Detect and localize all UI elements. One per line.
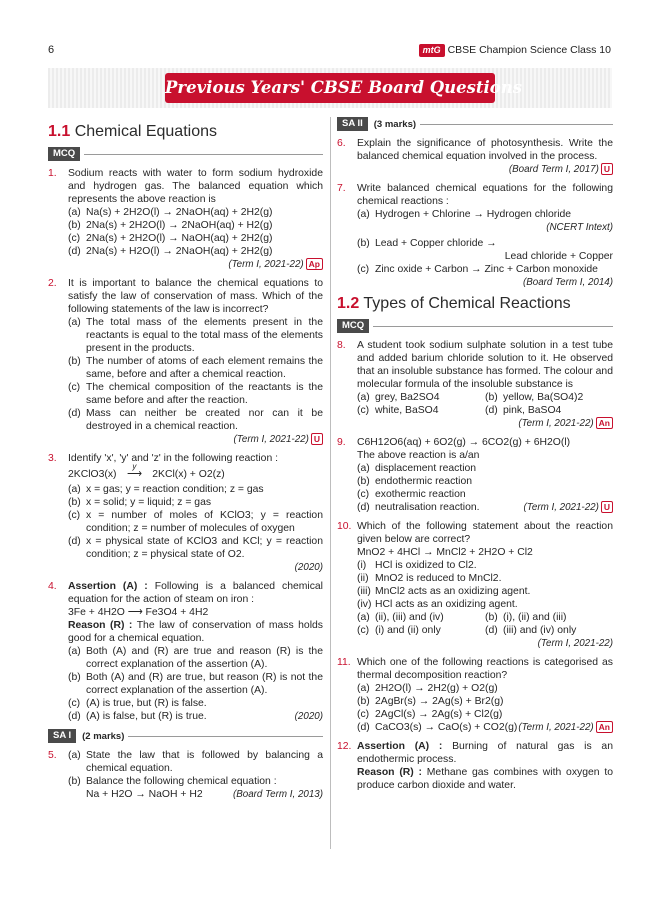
- question-reference: (Term I, 2021-22): [537, 638, 613, 649]
- option-d: (iii) and (iv) only: [503, 625, 577, 636]
- question-reference: (Term I, 2021-22) Ap: [68, 258, 323, 271]
- question-reference: (Board Term I, 2017) U: [357, 163, 613, 176]
- question-text: A student took sodium sulphate solution in a test tube and added barium chloride solution to it. He observed that an insoluble substance has formed. The colour and molecular formula of the insoluble substance is: [357, 340, 613, 390]
- skill-badge: U: [601, 163, 613, 175]
- reaction-equation: Na + H2O → NaOH + H2: [86, 789, 203, 800]
- column-divider: [330, 117, 331, 849]
- question-9: 9. C6H12O6(aq) + 6O2(g) → 6CO2(g) + 6H2O(l) The above reaction is a/an (a) displacement reaction (b) endothermic reaction (c) exothermic reaction (d) neutralisation reaction. (Term I, 2021-22) U: [337, 436, 613, 514]
- question-2: 2. It is important to balance the chemical equations to satisfy the law of conservation of mass. Which of the following statements of the law is incorrect? (a) The total mass of the elements present in the reactants is equal to the total mass of the elements present in the products. (b) The number of atoms of each element remains the same, before and after a chemical reaction. (c) The chemical composition of the reactants is the same before and after the reaction. (d) Mass can neither be created nor can it be destroyed in a chemical reaction. (Term I, 2021-22) U: [48, 278, 323, 445]
- option-b: x = solid; y = liquid; z = gas: [86, 497, 212, 508]
- option-a: grey, Ba2SO4: [375, 392, 440, 403]
- question-7: 7. Write balanced chemical equations for the following chemical reactions : (a) Hydrogen + Chlorine → Hydrogen chloride (NCERT Intext) (b) Lead + Copper chloride → Lead chloride + Copper (c) Zinc oxide + Carbon → Zinc + Carbon monoxide (Board Term I, 2014): [337, 183, 613, 288]
- question-reference: (2020): [294, 562, 323, 573]
- reaction-equation: MnO2 + 4HCl → MnCl2 + 2H2O + Cl2: [357, 547, 533, 558]
- assertion-text: Burning of natural gas is an endothermic process.: [357, 741, 613, 765]
- option-c: (A) is true, but (R) is false.: [86, 698, 207, 709]
- option-a: Na(s) + 2H2O(l) → 2NaOH(aq) + 2H2(g): [86, 207, 273, 218]
- question-11: 11. Which one of the following reactions is categorised as thermal decomposition reaction? (a) 2H2O(l) → 2H2(g) + O2(g) (b) 2AgBr(s) → 2Ag(s) + Br2(g) (c) 2AgCl(s) → 2Ag(s) + Cl2(g) (d) CaCO3(s) → CaO(s) + CO2(g) (Term I, 2021-22) An: [337, 657, 613, 733]
- option-b: The number of atoms of each element remains the same, before and after a chemical reaction.: [86, 356, 323, 380]
- question-6: 6. Explain the significance of photosynthesis. Write the balanced chemical equation involved in the process. (Board Term I, 2017) U: [337, 138, 613, 175]
- part-a: State the law that is followed by balancing a chemical equation.: [86, 750, 323, 774]
- right-column: [337, 117, 613, 798]
- reason-text: Methane gas combines with oxygen to produce carbon dioxide and water.: [357, 767, 613, 791]
- option-d: 2Na(s) + H2O(l) → 2NaOH(aq) + 2H2(g): [86, 246, 273, 257]
- skill-badge: An: [596, 721, 613, 733]
- question-reference: (Board Term I, 2013): [232, 789, 323, 800]
- reaction-equation: 3Fe + 4H2O ⟶ Fe3O4 + 4H2: [68, 607, 209, 618]
- question-reference: (Term I, 2021-22) An: [357, 417, 613, 430]
- reason-label: Reason (R) :: [357, 767, 422, 778]
- statement-i: HCl is oxidized to Cl2.: [375, 560, 477, 571]
- option-b: yellow, Ba(SO4)2: [503, 392, 584, 403]
- question-text: Explain the significance of photosynthesis. Write the balanced chemical equation involved in the process.: [357, 138, 613, 162]
- statement-iii: MnCl2 acts as an oxidizing agent.: [375, 586, 531, 597]
- option-c: The chemical composition of the reactants is the same before and after the reaction.: [86, 382, 323, 406]
- question-5: 5. (a) State the law that is followed by balancing a chemical equation. (b) Balance the following chemical equation : Na + H2O → NaOH + H2 (Board Term I, 2013): [48, 750, 323, 800]
- running-header: [419, 44, 611, 57]
- skill-badge: Ap: [306, 258, 323, 270]
- part-b: Lead + Copper chloride →: [375, 238, 497, 249]
- part-a-reference: (NCERT Intext): [546, 222, 613, 233]
- question-reference: (Term I, 2021-22) U: [68, 433, 323, 446]
- question-text: Sodium reacts with water to form sodium hydroxide and hydrogen gas. The balanced equation which represents the above reaction is: [68, 168, 323, 205]
- option-b: 2Na(s) + 2H2O(l) → 2NaOH(aq) + H2(g): [86, 220, 273, 231]
- reaction-equation: 2KClO3(x) y ⟶ 2KCl(x) + O2(z): [68, 462, 225, 480]
- question-8: 8. A student took sodium sulphate solution in a test tube and added barium chloride solution to it. He observed that an insoluble substance has formed. The colour and molecular formula of the insoluble substance is (a) grey, Ba2SO4 (b) yellow, Ba(SO4)2 (c) white, BaSO4 (d) pink, BaSO4 (Term I, 2021-22) An: [337, 340, 613, 429]
- question-reference: (2020): [294, 711, 323, 722]
- option-c: white, BaSO4: [375, 405, 439, 416]
- statement-ii: MnO2 is reduced to MnCl2.: [375, 573, 502, 584]
- option-b: Both (A) and (R) are true, but reason (R) is not the correct explanation of the assertion (A).: [86, 672, 323, 696]
- assertion-label: Assertion (A) :: [357, 741, 443, 752]
- question-12: 12. Assertion (A) : Burning of natural gas is an endothermic process. Reason (R) : Methane gas combines with oxygen to produce carbon dioxide and water.: [337, 741, 613, 791]
- option-d: neutralisation reaction.: [375, 502, 480, 513]
- option-d: (A) is false, but (R) is true.: [86, 711, 207, 722]
- option-b: (i), (ii) and (iii): [503, 612, 567, 623]
- left-column: [48, 117, 323, 807]
- question-10: 10. Which of the following statement about the reaction given below are correct? MnO2 + 4HCl → MnCl2 + 2H2O + Cl2 (i) HCl is oxidized to Cl2. (ii) MnO2 is reduced to MnCl2. (iii) MnCl2 acts as an oxidizing agent. (iv) HCl acts as an oxidizing agent. (a) (ii), (iii) and (iv) (b) (i), (ii) and (iii) (c) (i) and (ii) only (d) (iii) and (iv) only (Term I, 2021-22): [337, 521, 613, 649]
- reason-text: The law of conservation of mass holds good for a chemical equation.: [68, 620, 323, 644]
- option-a: The total mass of the elements present in the reactants is equal to the total mass of the elements present in the products.: [86, 317, 323, 354]
- question-text: Which of the following statement about the reaction given below are correct?: [357, 521, 613, 545]
- reason-label: Reason (R) :: [68, 620, 133, 631]
- part-b: Balance the following chemical equation :: [86, 776, 277, 787]
- sa2-tag: SA II (3 marks): [337, 117, 613, 131]
- question-text: The above reaction is a/an: [357, 450, 480, 461]
- part-b-continued: Lead chloride + Copper: [504, 251, 613, 262]
- question-text: Identify 'x', 'y' and 'z' in the following reaction :: [68, 453, 279, 464]
- skill-badge: An: [596, 417, 613, 429]
- question-text: Which one of the following reactions is categorised as thermal decomposition reaction?: [357, 657, 613, 681]
- option-c: 2Na(s) + 2H2O(l) → NaOH(aq) + 2H2(g): [86, 233, 273, 244]
- question-text: It is important to balance the chemical equations to satisfy the law of conservation of mass. Which of the following statements of the law is incorrect?: [68, 278, 323, 315]
- sa1-tag: SA I (2 marks): [48, 729, 323, 743]
- option-a: x = gas; y = reaction condition; z = gas: [86, 484, 264, 495]
- book-title: CBSE Champion Science Class 10: [447, 44, 611, 56]
- option-b: endothermic reaction: [375, 476, 473, 487]
- option-d: pink, BaSO4: [503, 405, 562, 416]
- question-reference: (Term I, 2021-22) U: [524, 501, 613, 514]
- option-a: (ii), (iii) and (iv): [375, 612, 444, 623]
- option-d: Mass can neither be created nor can it be destroyed in a chemical reaction.: [86, 408, 323, 432]
- option-c: exothermic reaction: [375, 489, 466, 500]
- question-3: 3. Identify 'x', 'y' and 'z' in the following reaction : 2KClO3(x) y ⟶ 2KCl(x) + O2(z) (a) x = gas; y = reaction condition; z = gas (b) x = solid; y = liquid; z = gas (c) x = number of moles of KClO3; y = reaction condition; z = number of molecules of oxygen (d) x = physical state of KClO3 and KCl; y = reaction condition; z = physical state of O2. (2020): [48, 453, 323, 573]
- part-a: Hydrogen + Chlorine → Hydrogen chloride: [375, 209, 572, 220]
- assertion-text: Following is a balanced chemical equation for the action of steam on iron :: [68, 581, 323, 605]
- publisher-logo: mtG: [419, 44, 445, 57]
- skill-badge: U: [601, 501, 613, 513]
- question-4: 4. Assertion (A) : Following is a balanced chemical equation for the action of steam on iron : 3Fe + 4H2O ⟶ Fe3O4 + 4H2 Reason (R) : The law of conservation of mass holds good for a chemical equation. (a) Both (A) and (R) are true and reason (R) is the correct explanation of the assertion (A). (b) Both (A) and (R) are true, but reason (R) is not the correct explanation of the assertion (A). (c) (A) is true, but (R) is false. (d) (A) is false, but (R) is true. (2020): [48, 581, 323, 722]
- option-c: x = number of moles of KClO3; y = reaction condition; z = number of molecules of oxygen: [86, 510, 323, 534]
- part-c: Zinc oxide + Carbon → Zinc + Carbon monoxide: [375, 264, 598, 275]
- question-1: 1. Sodium reacts with water to form sodium hydroxide and hydrogen gas. The balanced equation which represents the above reaction is (a) Na(s) + 2H2O(l) → 2NaOH(aq) + 2H2(g) (b) 2Na(s) + 2H2O(l) → 2NaOH(aq) + H2(g) (c) 2Na(s) + 2H2O(l) → NaOH(aq) + 2H2(g) (d) 2Na(s) + H2O(l) → 2NaOH(aq) + 2H2(g) (Term I, 2021-22) Ap: [48, 168, 323, 270]
- section-heading-1-1: 1.1 Chemical Equations: [48, 123, 217, 140]
- section-heading-1-2: 1.2 Types of Chemical Reactions: [337, 295, 571, 312]
- arrow-label: y: [132, 462, 137, 471]
- question-text: Write balanced chemical equations for the following chemical reactions :: [357, 183, 613, 207]
- option-b: 2AgBr(s) → 2Ag(s) + Br2(g): [375, 696, 504, 707]
- statement-iv: HCl acts as an oxidizing agent.: [375, 599, 518, 610]
- page-number: 6: [48, 44, 55, 56]
- reaction-equation: C6H12O6(aq) + 6O2(g) → 6CO2(g) + 6H2O(l): [357, 437, 571, 448]
- mcq-tag: MCQ: [48, 147, 323, 161]
- question-reference: (Term I, 2021-22) An: [518, 721, 613, 734]
- option-a: Both (A) and (R) are true and reason (R) is the correct explanation of the assertion (A).: [86, 646, 323, 670]
- skill-badge: U: [311, 433, 323, 445]
- banner-title: Previous Years' CBSE Board Questions: [165, 73, 495, 103]
- option-a: 2H2O(l) → 2H2(g) + O2(g): [375, 683, 498, 694]
- option-d: CaCO3(s) → CaO(s) + CO2(g): [375, 722, 518, 733]
- option-d: x = physical state of KClO3 and KCl; y = reaction condition; z = physical state of O2.: [86, 536, 323, 560]
- mcq-tag: MCQ: [337, 319, 613, 333]
- assertion-label: Assertion (A) :: [68, 581, 148, 592]
- option-a: displacement reaction: [375, 463, 477, 474]
- question-reference: (Board Term I, 2014): [522, 277, 613, 288]
- option-c: (i) and (ii) only: [375, 625, 441, 636]
- option-c: 2AgCl(s) → 2Ag(s) + Cl2(g): [375, 709, 503, 720]
